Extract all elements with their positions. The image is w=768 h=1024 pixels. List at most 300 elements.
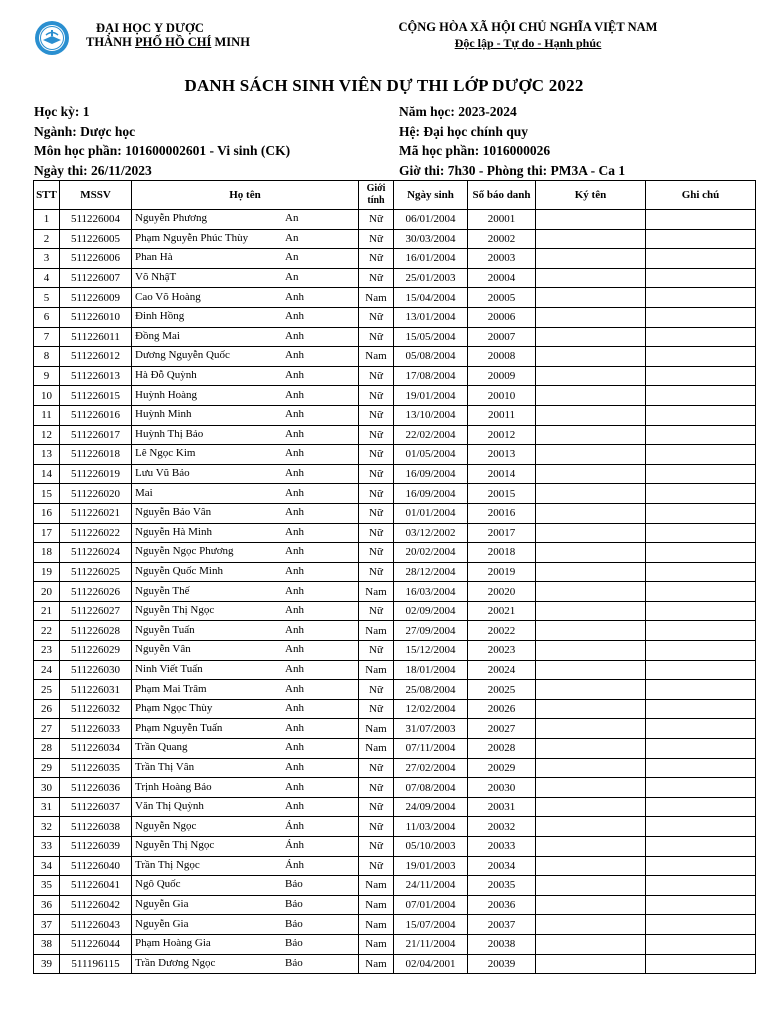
- table-row: [34, 778, 756, 798]
- cell-family-name: Dương Nguyễn Quốc: [135, 349, 230, 362]
- cell-family-name: Phạm Mai Trâm: [135, 682, 207, 695]
- cell-note: [646, 680, 756, 700]
- cell-sex: Nữ: [359, 307, 394, 327]
- cell-stt: 37: [34, 915, 60, 935]
- cell-given-name: An: [285, 231, 299, 244]
- course-label: Môn học phần: 101600002601 - Vi sinh (CK): [34, 143, 291, 158]
- cell-family-name: Phạm Nguyễn Phúc Thùy: [135, 231, 249, 244]
- table-row: [34, 699, 756, 719]
- cell-mssv: 511226043: [60, 915, 132, 935]
- table-row: [34, 307, 756, 327]
- table-row: [34, 562, 756, 582]
- cell-note: [646, 817, 756, 837]
- cell-family-name: Trần Quang: [135, 741, 188, 754]
- cell-family-name: Huỳnh Thị Bảo: [135, 427, 204, 440]
- cell-note: [646, 249, 756, 269]
- cell-given-name: Anh: [285, 329, 304, 342]
- cell-sex: Nữ: [359, 210, 394, 230]
- table-row: [34, 895, 756, 915]
- cell-given-name: Anh: [285, 800, 304, 813]
- cell-signature: [536, 523, 646, 543]
- cell-sbd: 20002: [468, 229, 536, 249]
- cell-dob: 15/07/2004: [394, 915, 468, 935]
- cell-stt: 29: [34, 758, 60, 778]
- cell-stt: 6: [34, 307, 60, 327]
- cell-sex: Nam: [359, 347, 394, 367]
- cell-sbd: 20036: [468, 895, 536, 915]
- cell-given-name: Anh: [285, 408, 304, 421]
- cell-sbd: 20037: [468, 915, 536, 935]
- cell-full-name: [132, 288, 359, 308]
- cell-mssv: 511226005: [60, 229, 132, 249]
- cell-sbd: 20020: [468, 582, 536, 602]
- cell-dob: 07/08/2004: [394, 778, 468, 798]
- cell-mssv: 511226010: [60, 307, 132, 327]
- cell-dob: 22/02/2004: [394, 425, 468, 445]
- cell-family-name: Nguyễn Quốc Minh: [135, 564, 223, 577]
- cell-sbd: 20012: [468, 425, 536, 445]
- cell-sex: Nữ: [359, 484, 394, 504]
- cell-dob: 17/08/2004: [394, 366, 468, 386]
- cell-sbd: 20038: [468, 934, 536, 954]
- cell-mssv: 511226004: [60, 210, 132, 230]
- cell-mssv: 511226015: [60, 386, 132, 406]
- cell-full-name: [132, 307, 359, 327]
- cell-sex: Nữ: [359, 562, 394, 582]
- col-header-name: Họ tên: [132, 181, 359, 210]
- col-header-note: Ghi chú: [646, 181, 756, 210]
- cell-full-name: [132, 366, 359, 386]
- cell-dob: 19/01/2004: [394, 386, 468, 406]
- cell-mssv: 511226031: [60, 680, 132, 700]
- cell-note: [646, 366, 756, 386]
- cell-sbd: 20005: [468, 288, 536, 308]
- cell-given-name: Bảo: [285, 878, 303, 891]
- cell-dob: 05/10/2003: [394, 837, 468, 857]
- table-row: [34, 641, 756, 661]
- cell-signature: [536, 739, 646, 759]
- cell-mssv: 511226041: [60, 876, 132, 896]
- cell-note: [646, 641, 756, 661]
- table-row: [34, 856, 756, 876]
- cell-sex: Nam: [359, 934, 394, 954]
- cell-signature: [536, 758, 646, 778]
- cell-family-name: Ngô Quốc: [135, 878, 181, 891]
- table-row: [34, 837, 756, 857]
- cell-mssv: 511226016: [60, 405, 132, 425]
- cell-sex: Nam: [359, 895, 394, 915]
- cell-dob: 06/01/2004: [394, 210, 468, 230]
- cell-dob: 05/08/2004: [394, 347, 468, 367]
- cell-dob: 27/09/2004: [394, 621, 468, 641]
- cell-given-name: Anh: [285, 604, 304, 617]
- cell-note: [646, 621, 756, 641]
- school-year-label: Năm học: 2023-2024: [399, 104, 517, 119]
- cell-full-name: [132, 327, 359, 347]
- cell-given-name: Bảo: [285, 956, 303, 969]
- cell-stt: 9: [34, 366, 60, 386]
- cell-full-name: [132, 778, 359, 798]
- cell-dob: 13/01/2004: [394, 307, 468, 327]
- cell-mssv: 511226022: [60, 523, 132, 543]
- table-row: [34, 366, 756, 386]
- table-row: [34, 817, 756, 837]
- cell-family-name: Cao Võ Hoàng: [135, 290, 201, 303]
- table-row: [34, 503, 756, 523]
- cell-note: [646, 503, 756, 523]
- cell-full-name: [132, 739, 359, 759]
- table-row: [34, 797, 756, 817]
- cell-full-name: [132, 425, 359, 445]
- cell-stt: 3: [34, 249, 60, 269]
- cell-dob: 20/02/2004: [394, 543, 468, 563]
- university-header: [34, 18, 274, 60]
- cell-mssv: 511226029: [60, 641, 132, 661]
- cell-signature: [536, 837, 646, 857]
- cell-sex: Nữ: [359, 405, 394, 425]
- cell-mssv: 511226042: [60, 895, 132, 915]
- cell-stt: 23: [34, 641, 60, 661]
- cell-stt: 4: [34, 268, 60, 288]
- cell-mssv: 511226044: [60, 934, 132, 954]
- cell-mssv: 511226024: [60, 543, 132, 563]
- cell-sex: Nữ: [359, 249, 394, 269]
- cell-note: [646, 915, 756, 935]
- cell-mssv: 511226019: [60, 464, 132, 484]
- cell-family-name: Nguyễn Gia: [135, 898, 189, 911]
- cell-stt: 26: [34, 699, 60, 719]
- cell-sbd: 20024: [468, 660, 536, 680]
- cell-family-name: Trịnh Hoàng Bảo: [135, 780, 212, 793]
- table-row: [34, 915, 756, 935]
- cell-full-name: [132, 641, 359, 661]
- col-header-stt: STT: [34, 181, 60, 210]
- cell-given-name: An: [285, 251, 299, 264]
- cell-dob: 16/09/2004: [394, 464, 468, 484]
- cell-mssv: 511226017: [60, 425, 132, 445]
- cell-stt: 33: [34, 837, 60, 857]
- cell-dob: 19/01/2003: [394, 856, 468, 876]
- cell-mssv: 511226037: [60, 797, 132, 817]
- cell-signature: [536, 934, 646, 954]
- cell-mssv: 511226009: [60, 288, 132, 308]
- cell-full-name: [132, 660, 359, 680]
- cell-full-name: [132, 856, 359, 876]
- cell-sbd: 20011: [468, 405, 536, 425]
- cell-family-name: Nguyễn Phương: [135, 212, 207, 225]
- cell-note: [646, 543, 756, 563]
- cell-family-name: Ninh Viết Tuấn: [135, 662, 203, 675]
- cell-signature: [536, 797, 646, 817]
- cell-given-name: Anh: [285, 741, 304, 754]
- cell-given-name: Anh: [285, 427, 304, 440]
- cell-note: [646, 719, 756, 739]
- cell-sbd: 20039: [468, 954, 536, 974]
- cell-sex: Nữ: [359, 699, 394, 719]
- course-code-label: Mã học phần: 1016000026: [399, 143, 551, 158]
- cell-sbd: 20032: [468, 817, 536, 837]
- cell-sex: Nữ: [359, 856, 394, 876]
- cell-note: [646, 954, 756, 974]
- cell-family-name: Phạm Nguyễn Tuấn: [135, 721, 223, 734]
- cell-note: [646, 739, 756, 759]
- cell-signature: [536, 660, 646, 680]
- table-row: [34, 954, 756, 974]
- cell-mssv: 511226030: [60, 660, 132, 680]
- cell-sex: Nam: [359, 954, 394, 974]
- cell-full-name: [132, 405, 359, 425]
- cell-stt: 8: [34, 347, 60, 367]
- table-row: [34, 934, 756, 954]
- cell-given-name: Anh: [285, 467, 304, 480]
- cell-sex: Nữ: [359, 327, 394, 347]
- cell-sbd: 20022: [468, 621, 536, 641]
- cell-family-name: Trần Thị Ngọc: [135, 858, 200, 871]
- cell-full-name: [132, 895, 359, 915]
- cell-full-name: [132, 543, 359, 563]
- cell-family-name: Phạm Ngọc Thùy: [135, 702, 213, 715]
- cell-signature: [536, 895, 646, 915]
- cell-full-name: [132, 699, 359, 719]
- table-row: [34, 327, 756, 347]
- cell-family-name: Phan Hà: [135, 251, 173, 264]
- document-title: DANH SÁCH SINH VIÊN DỰ THI LỚP DƯỢC 2022: [184, 76, 584, 95]
- table-header-row: [34, 181, 756, 210]
- cell-full-name: [132, 915, 359, 935]
- cell-stt: 20: [34, 582, 60, 602]
- program-label: Hệ: Đại học chính quy: [399, 124, 529, 139]
- cell-sbd: 20018: [468, 543, 536, 563]
- cell-family-name: Nguyễn Ngọc Phương: [135, 545, 234, 558]
- cell-signature: [536, 562, 646, 582]
- cell-sbd: 20021: [468, 601, 536, 621]
- cell-sex: Nam: [359, 621, 394, 641]
- cell-sbd: 20009: [468, 366, 536, 386]
- cell-family-name: Đồng Mai: [135, 329, 180, 342]
- cell-given-name: Anh: [285, 525, 304, 538]
- cell-given-name: Anh: [285, 447, 304, 460]
- cell-stt: 18: [34, 543, 60, 563]
- cell-note: [646, 210, 756, 230]
- table-row: [34, 523, 756, 543]
- table-row: [34, 386, 756, 406]
- cell-stt: 25: [34, 680, 60, 700]
- cell-given-name: Ánh: [285, 819, 304, 832]
- cell-note: [646, 837, 756, 857]
- cell-mssv: 511226021: [60, 503, 132, 523]
- cell-mssv: 511226020: [60, 484, 132, 504]
- table-row: [34, 445, 756, 465]
- cell-dob: 02/04/2001: [394, 954, 468, 974]
- cell-stt: 17: [34, 523, 60, 543]
- cell-note: [646, 601, 756, 621]
- cell-stt: 30: [34, 778, 60, 798]
- cell-given-name: Anh: [285, 564, 304, 577]
- cell-family-name: Nguyễn Gia: [135, 917, 189, 930]
- cell-signature: [536, 366, 646, 386]
- cell-mssv: 511226038: [60, 817, 132, 837]
- cell-sex: Nữ: [359, 797, 394, 817]
- cell-signature: [536, 464, 646, 484]
- cell-sex: Nữ: [359, 366, 394, 386]
- table-row: [34, 249, 756, 269]
- cell-sbd: 20031: [468, 797, 536, 817]
- cell-note: [646, 562, 756, 582]
- cell-sex: Nữ: [359, 425, 394, 445]
- cell-mssv: 511226033: [60, 719, 132, 739]
- cell-sbd: 20025: [468, 680, 536, 700]
- cell-given-name: Anh: [285, 643, 304, 656]
- cell-note: [646, 288, 756, 308]
- cell-dob: 01/05/2004: [394, 445, 468, 465]
- cell-sbd: 20015: [468, 484, 536, 504]
- exam-date-label: Ngày thi: 26/11/2023: [34, 163, 152, 178]
- col-header-sign: Ký tên: [536, 181, 646, 210]
- cell-stt: 32: [34, 817, 60, 837]
- cell-given-name: Bảo: [285, 917, 303, 930]
- cell-mssv: 511226006: [60, 249, 132, 269]
- cell-full-name: [132, 503, 359, 523]
- cell-full-name: [132, 249, 359, 269]
- cell-note: [646, 327, 756, 347]
- cell-mssv: 511226007: [60, 268, 132, 288]
- table-row: [34, 464, 756, 484]
- cell-note: [646, 523, 756, 543]
- cell-note: [646, 876, 756, 896]
- cell-sbd: 20034: [468, 856, 536, 876]
- cell-dob: 24/09/2004: [394, 797, 468, 817]
- cell-signature: [536, 484, 646, 504]
- cell-given-name: Bảo: [285, 898, 303, 911]
- cell-note: [646, 758, 756, 778]
- cell-signature: [536, 503, 646, 523]
- national-header: [383, 20, 673, 51]
- cell-signature: [536, 699, 646, 719]
- cell-dob: 16/09/2004: [394, 484, 468, 504]
- table-row: [34, 601, 756, 621]
- cell-signature: [536, 543, 646, 563]
- cell-dob: 15/05/2004: [394, 327, 468, 347]
- cell-note: [646, 660, 756, 680]
- cell-signature: [536, 249, 646, 269]
- cell-sbd: 20001: [468, 210, 536, 230]
- cell-stt: 28: [34, 739, 60, 759]
- col-header-dob: Ngày sinh: [394, 181, 468, 210]
- cell-family-name: Huỳnh Minh: [135, 408, 192, 421]
- cell-note: [646, 307, 756, 327]
- cell-dob: 15/04/2004: [394, 288, 468, 308]
- col-header-sbd: Số báo danh: [468, 181, 536, 210]
- cell-dob: 25/08/2004: [394, 680, 468, 700]
- cell-family-name: Nguyễn Bảo Vân: [135, 506, 212, 519]
- cell-signature: [536, 719, 646, 739]
- cell-mssv: 511226013: [60, 366, 132, 386]
- cell-family-name: Nguyễn Hà Minh: [135, 525, 212, 538]
- cell-family-name: Nguyễn Ngọc: [135, 819, 197, 832]
- cell-signature: [536, 268, 646, 288]
- cell-dob: 31/07/2003: [394, 719, 468, 739]
- cell-family-name: Văn Thị Quỳnh: [135, 800, 204, 813]
- cell-dob: 16/03/2004: [394, 582, 468, 602]
- cell-signature: [536, 386, 646, 406]
- cell-note: [646, 445, 756, 465]
- cell-signature: [536, 445, 646, 465]
- cell-sex: Nữ: [359, 464, 394, 484]
- cell-family-name: Nguyễn Thế: [135, 584, 190, 597]
- cell-sex: Nữ: [359, 758, 394, 778]
- cell-stt: 2: [34, 229, 60, 249]
- cell-given-name: An: [285, 212, 299, 225]
- cell-note: [646, 425, 756, 445]
- national-motto: Độc lập - Tự do - Hạnh phúc: [454, 36, 602, 50]
- cell-sbd: 20028: [468, 739, 536, 759]
- cell-sbd: 20026: [468, 699, 536, 719]
- table-row: [34, 347, 756, 367]
- cell-sex: Nữ: [359, 641, 394, 661]
- roster-body: [34, 210, 756, 974]
- cell-full-name: [132, 582, 359, 602]
- cell-note: [646, 386, 756, 406]
- cell-dob: 27/02/2004: [394, 758, 468, 778]
- cell-mssv: 511226018: [60, 445, 132, 465]
- table-row: [34, 582, 756, 602]
- cell-given-name: Anh: [285, 290, 304, 303]
- cell-stt: 1: [34, 210, 60, 230]
- cell-family-name: Đinh Hồng: [135, 310, 185, 323]
- cell-signature: [536, 601, 646, 621]
- cell-family-name: Trần Dương Ngọc: [135, 956, 216, 969]
- cell-signature: [536, 582, 646, 602]
- cell-dob: 25/01/2003: [394, 268, 468, 288]
- cell-stt: 27: [34, 719, 60, 739]
- cell-stt: 21: [34, 601, 60, 621]
- cell-dob: 07/11/2004: [394, 739, 468, 759]
- cell-sbd: 20006: [468, 307, 536, 327]
- cell-note: [646, 405, 756, 425]
- cell-sbd: 20008: [468, 347, 536, 367]
- table-row: [34, 621, 756, 641]
- cell-stt: 13: [34, 445, 60, 465]
- table-row: [34, 719, 756, 739]
- cell-mssv: 511226028: [60, 621, 132, 641]
- cell-full-name: [132, 601, 359, 621]
- cell-given-name: Anh: [285, 682, 304, 695]
- cell-full-name: [132, 837, 359, 857]
- cell-full-name: [132, 464, 359, 484]
- cell-note: [646, 464, 756, 484]
- cell-full-name: [132, 229, 359, 249]
- cell-stt: 14: [34, 464, 60, 484]
- cell-family-name: Phạm Hoàng Gia: [135, 937, 211, 950]
- cell-mssv: 511226032: [60, 699, 132, 719]
- cell-sex: Nữ: [359, 523, 394, 543]
- cell-mssv: 511226036: [60, 778, 132, 798]
- table-row: [34, 425, 756, 445]
- cell-sex: Nữ: [359, 601, 394, 621]
- cell-stt: 5: [34, 288, 60, 308]
- cell-sbd: 20029: [468, 758, 536, 778]
- cell-dob: 02/09/2004: [394, 601, 468, 621]
- cell-signature: [536, 915, 646, 935]
- cell-given-name: Anh: [285, 310, 304, 323]
- cell-family-name: Hà Đỗ Quỳnh: [135, 369, 197, 382]
- cell-family-name: Huỳnh Hoàng: [135, 388, 198, 401]
- cell-full-name: [132, 797, 359, 817]
- cell-given-name: Anh: [285, 388, 304, 401]
- cell-family-name: Trần Thị Vân: [135, 760, 195, 773]
- cell-stt: 10: [34, 386, 60, 406]
- cell-signature: [536, 347, 646, 367]
